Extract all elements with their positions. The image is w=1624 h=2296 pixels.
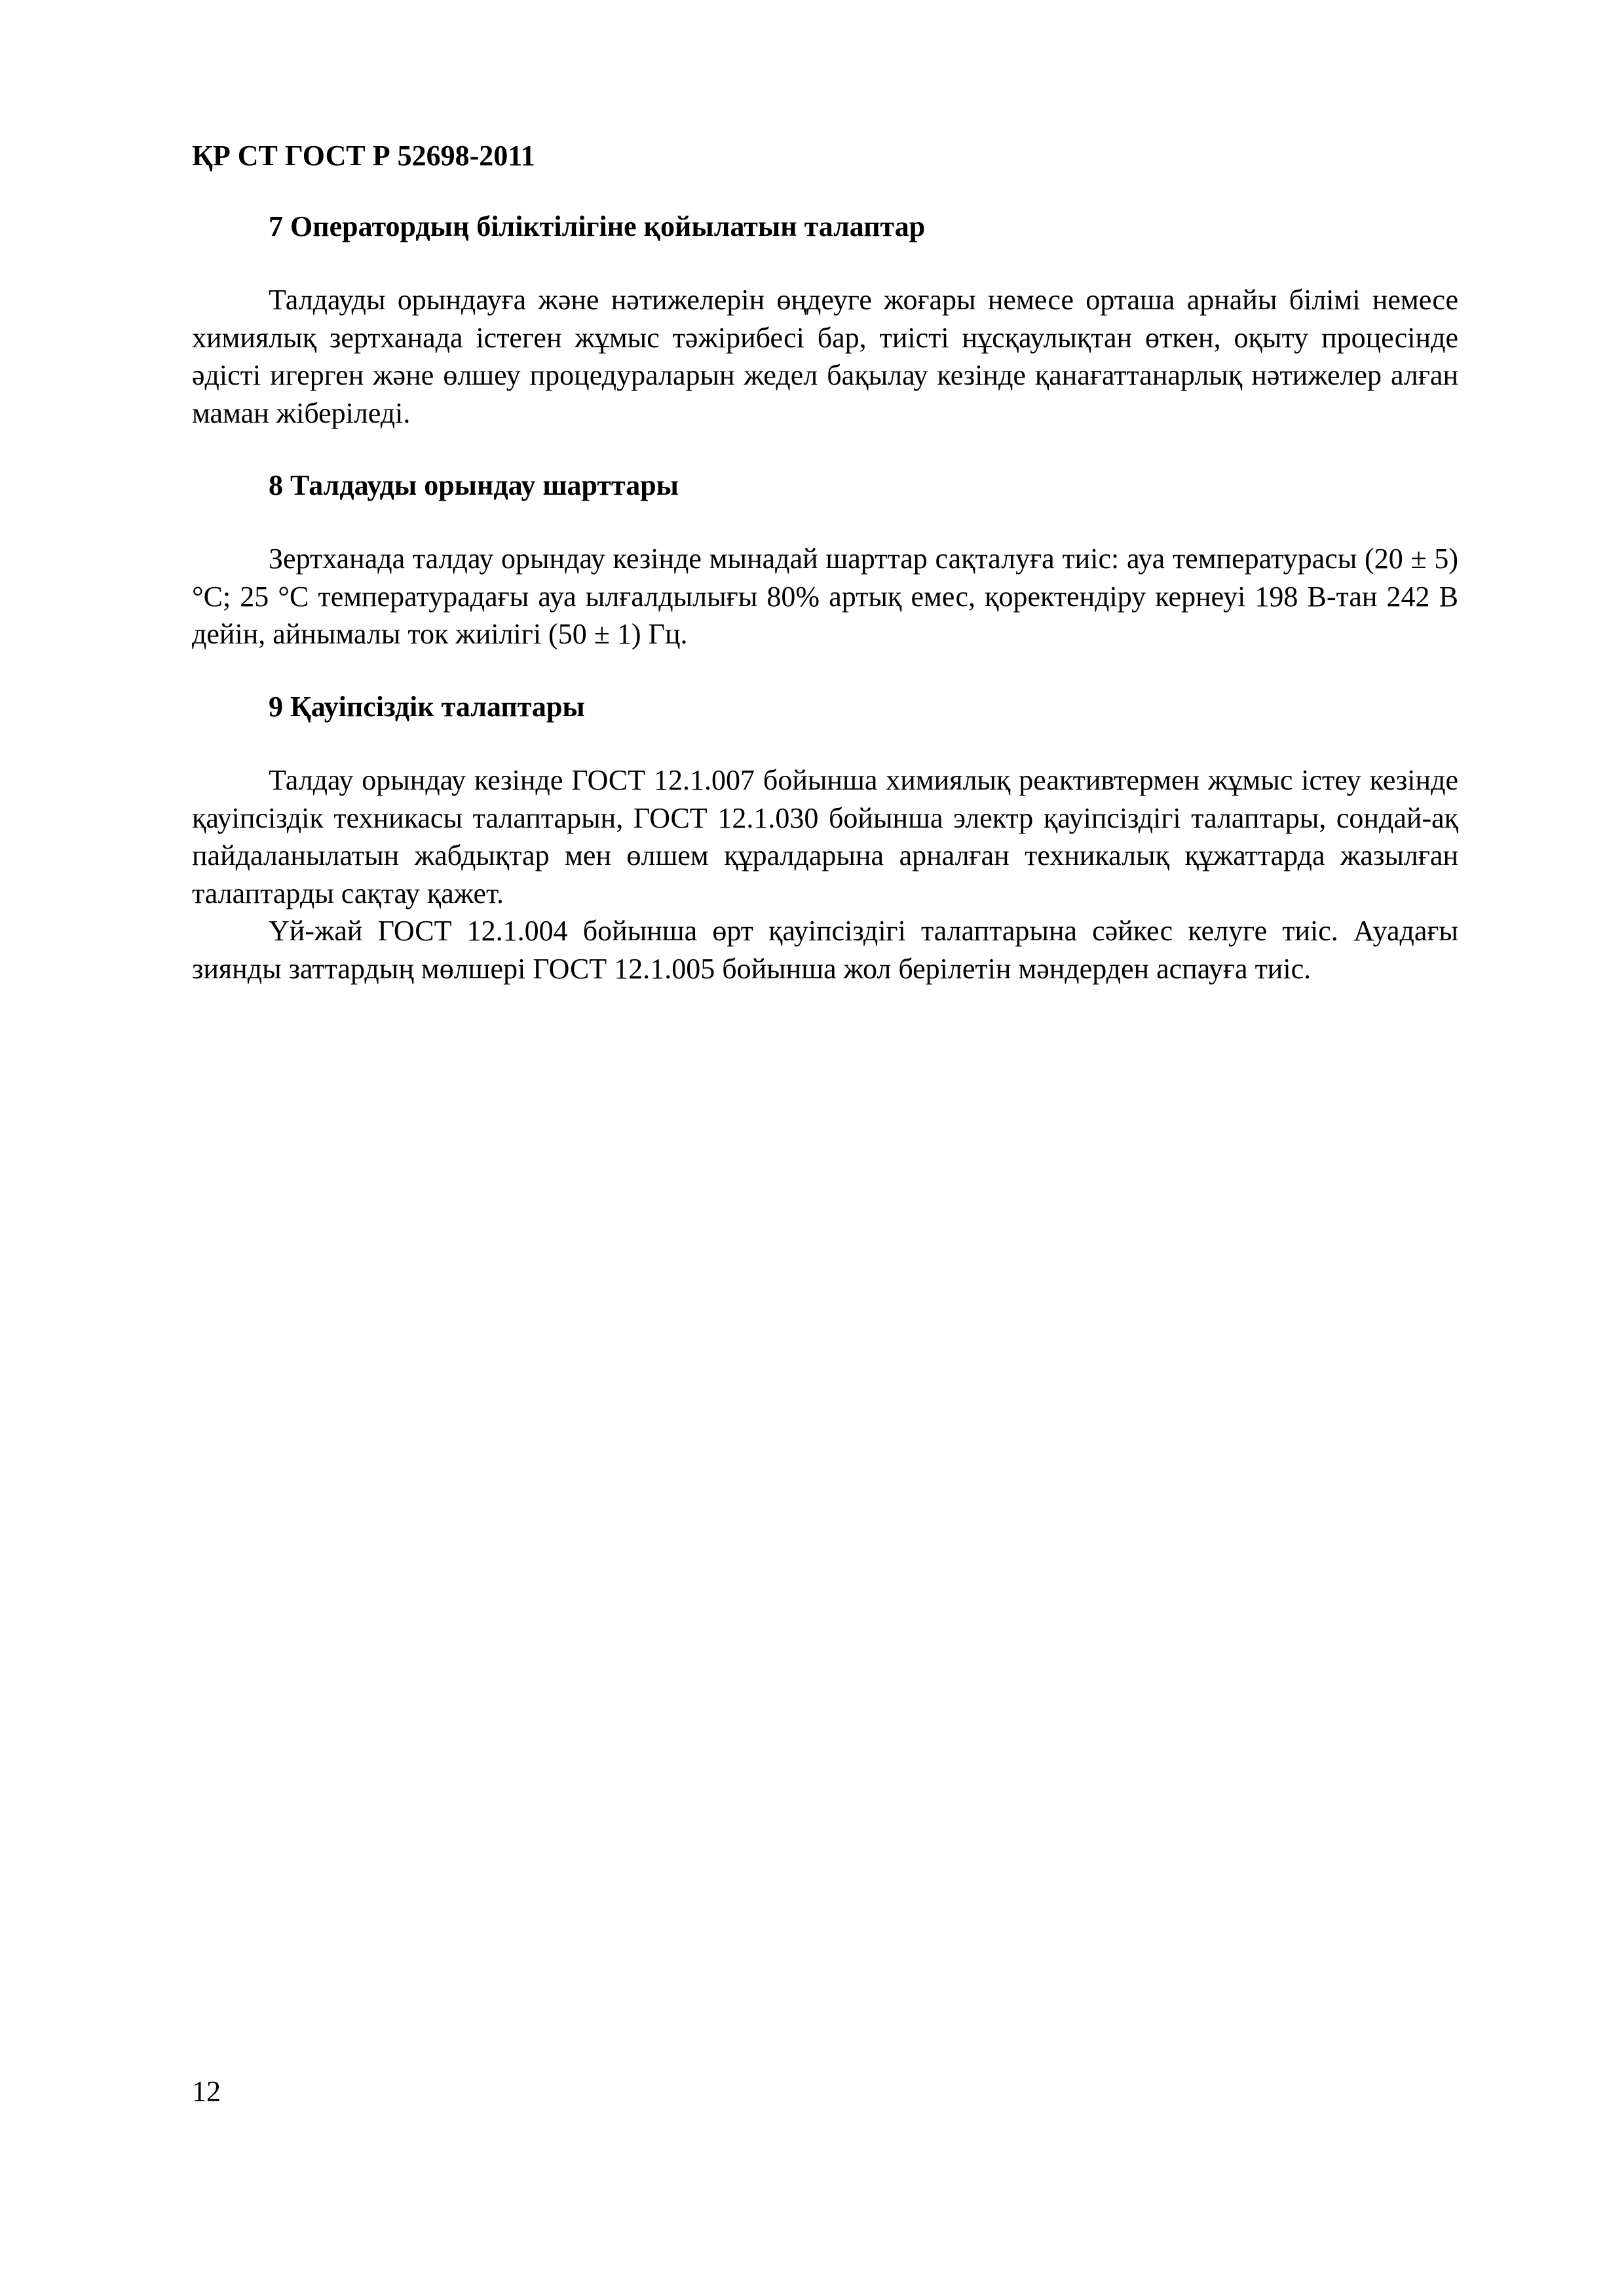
section-9-heading: 9 Қауіпсіздік талаптары [269,691,585,723]
document-code-header: ҚР СТ ГОСТ Р 52698-2011 [192,140,535,172]
section-9-paragraph-1: Талдау орындау кезінде ГОСТ 12.1.007 бойынша химиялық реактивтермен жұмыс істеу кезінде қауіпсіздік техникасы талаптарын, ГОСТ 12.1.030 бойынша электр қауіпсіздігі талаптары, сондай-ақ пайдаланылатын жабдықтар мен өлшем құралдарына арналған техникалық құжаттарда жазылған талаптарды сақтау қажет. [192,764,1458,909]
section-8-heading: 8 Талдауды орындау шарттары [269,469,679,501]
section-9-paragraph-2: Үй-жай ГОСТ 12.1.004 бойынша өрт қауіпсіздігі талаптарына сәйкес келуге тиіс. Ауадағы зиянды заттардың мөлшері ГОСТ 12.1.005 бойынша жол берілетін мәндерден аспауға тиіс. [192,915,1458,985]
section-7-heading: 7 Оператордың біліктілігіне қойылатын талаптар [269,210,926,242]
section-8-paragraph: Зертханада талдау орындау кезінде мынадай шарттар сақталуға тиіс: ауа температурасы (20 ± 5) °С; 25 °С температурадағы ауа ылғалдылығы 80% артық емес, қоректендіру кернеуі 198 В-тан 242 В дейін, айнымалы ток жиілігі (50 ± 1) Гц. [192,543,1458,650]
section-7-paragraph: Талдауды орындауға және нәтижелерін өңдеуге жоғары немесе орташа арнайы білімі немесе химиялық зертханада істеген жұмыс тәжірибесі бар, тиісті нұсқаулықтан өткен, оқыту процесінде әдісті игерген және өлшеу процедураларын жедел бақылау кезінде қанағаттанарлық нәтижелер алған маман жіберіледі. [192,284,1458,429]
page-number: 12 [192,2075,221,2107]
